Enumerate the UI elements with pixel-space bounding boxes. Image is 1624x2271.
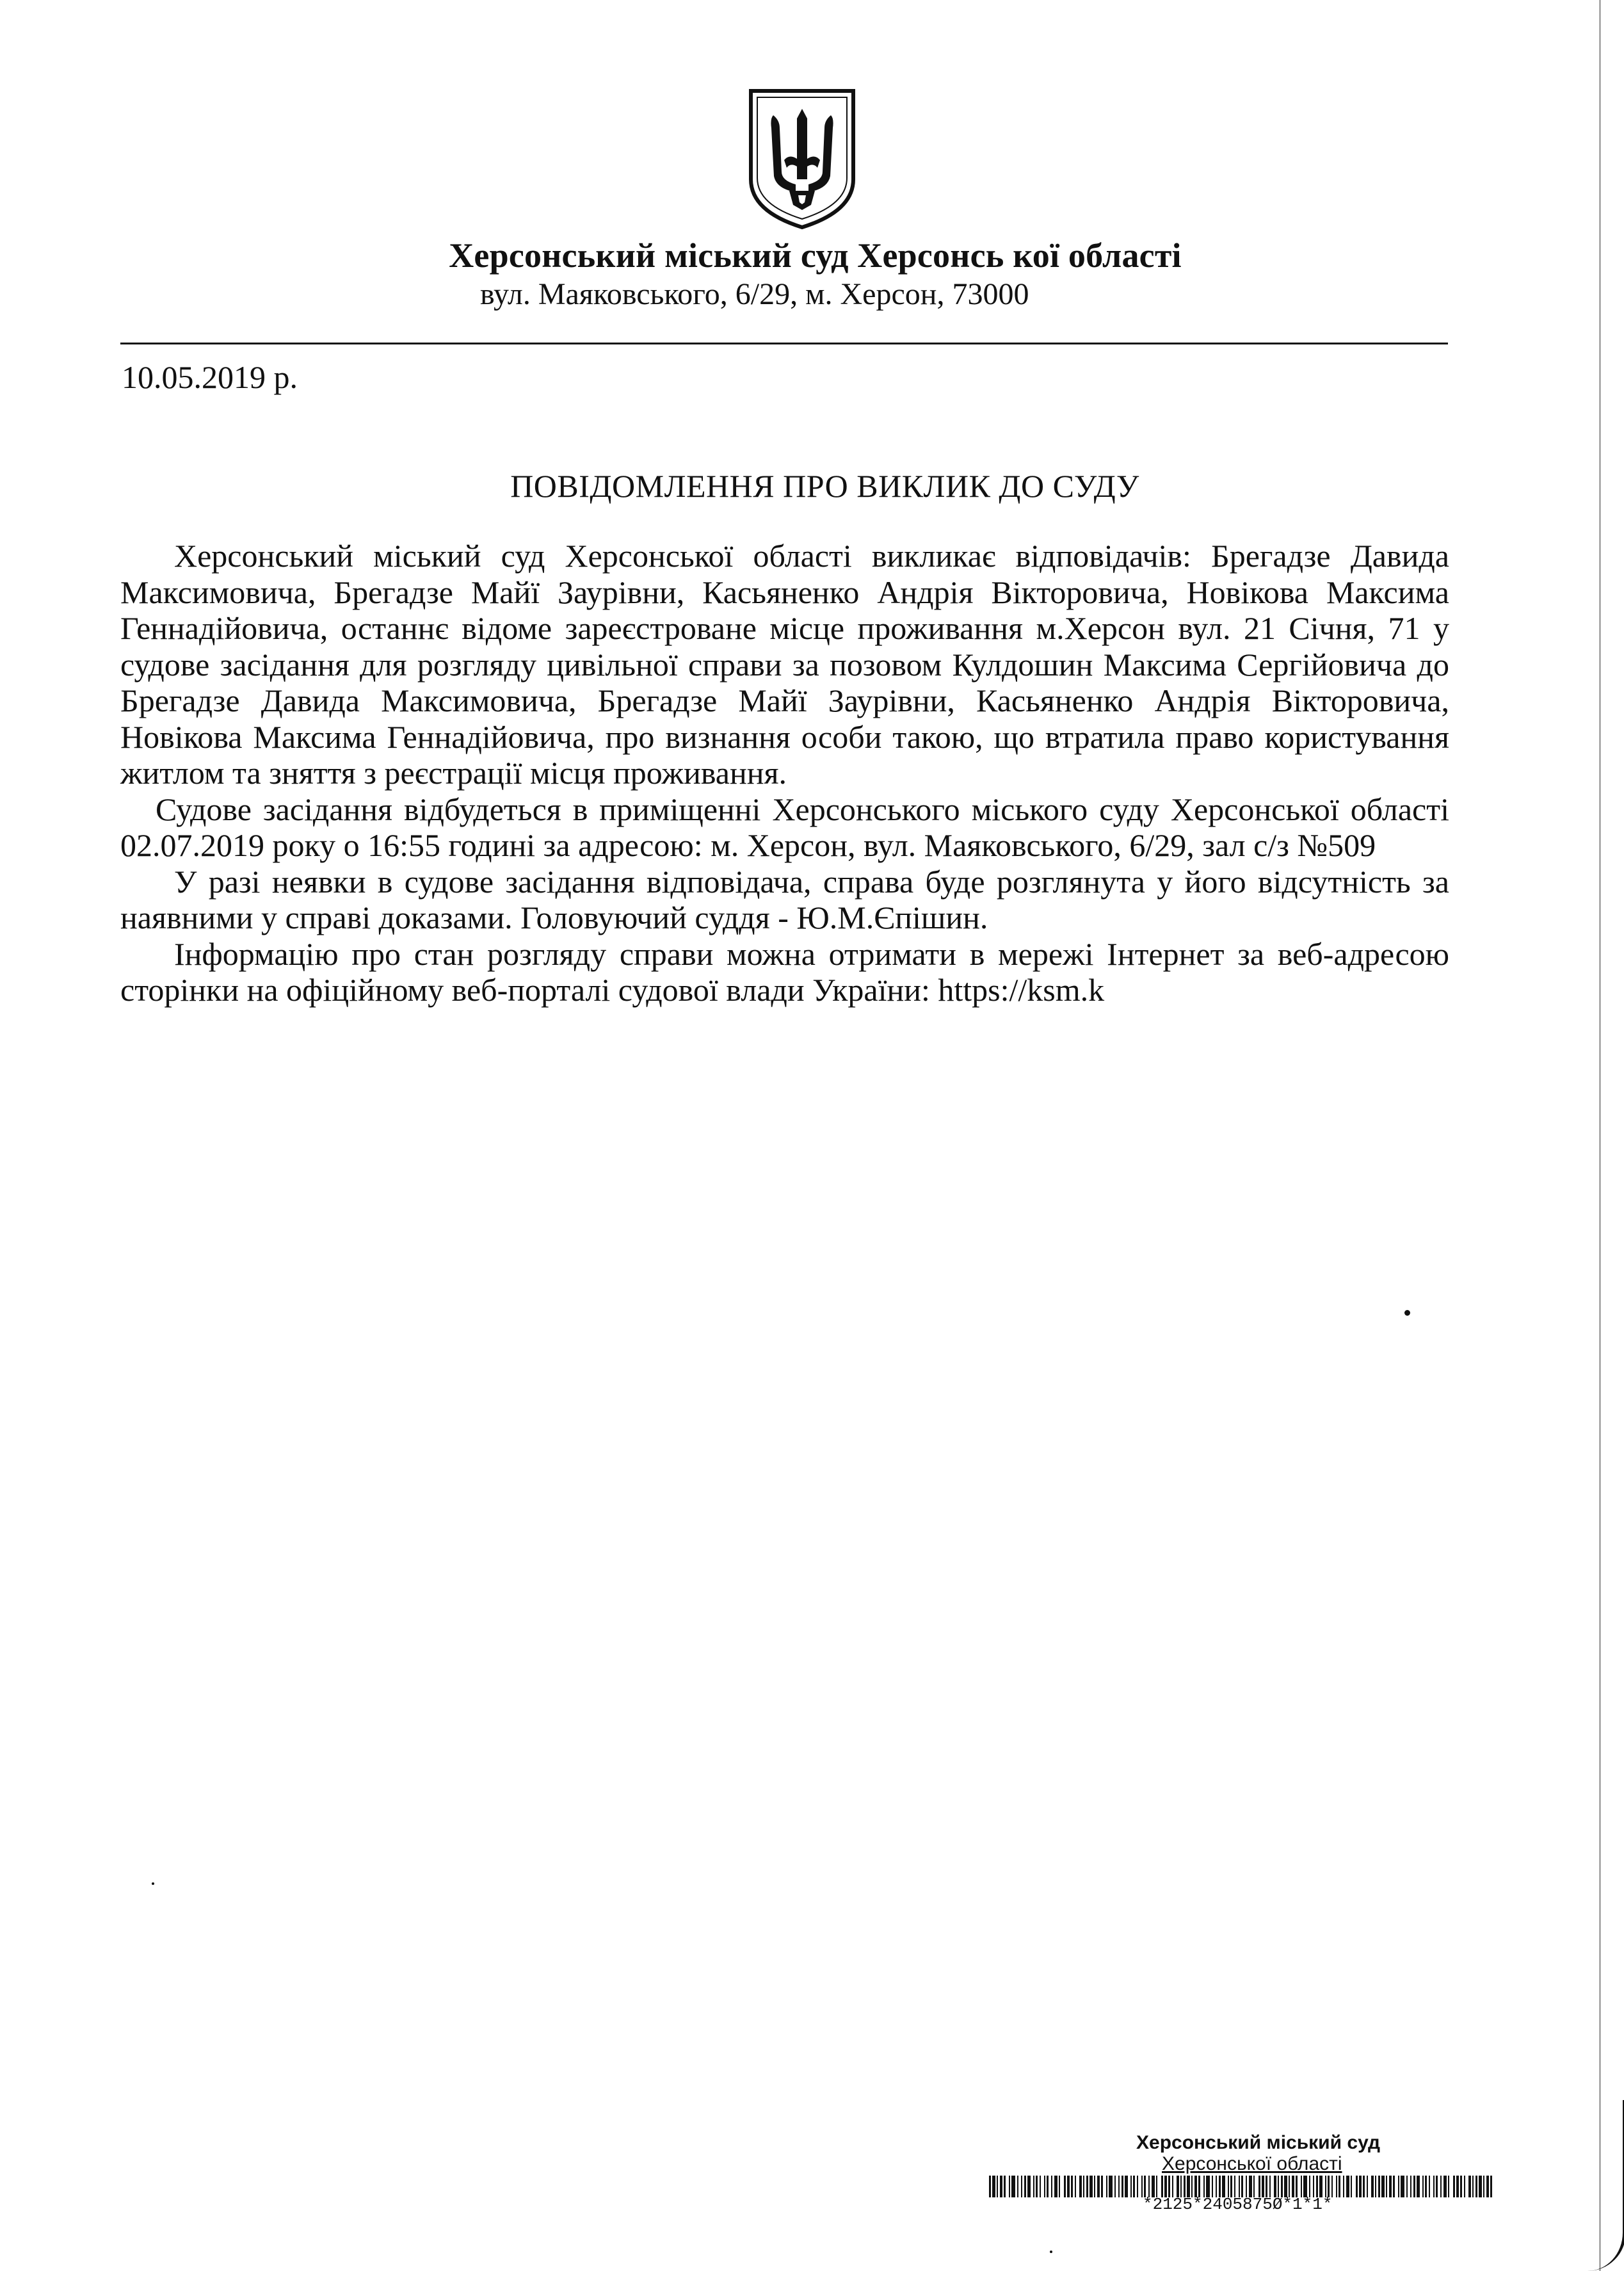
barcode-number: *2125*2405875Ø*1*1* xyxy=(1143,2195,1333,2214)
document-title: ПОВІДОМЛЕННЯ ПРО ВИКЛИК ДО СУДУ xyxy=(510,468,1139,504)
page-curl xyxy=(1524,2100,1624,2271)
barcode xyxy=(989,2176,1495,2197)
scan-speck xyxy=(1050,2251,1052,2253)
page-edge xyxy=(1599,0,1601,2271)
paragraph: Херсонський міський суд Херсонської області викликає відповідачів: Брегадзе Давида Максимовича, Брегадзе Майї Заурівни, Касьяненко Андрія Вікторовича, Новікова Максима Геннадійовича, останнє відоме зареєстроване місце проживання м.Херсон вул. 21 Січня, 71 у судове засідання для розгляду цивільної справи за позовом Кулдошин Максима Сергійовича до Брегадзе Давида Максимовича, Брегадзе Майї Заурівни, Касьяненко Андрія Вікторовича, Новікова Максима Геннадійовича, про визнання особи такою, що втратила право користування житлом та зняття з реєстрації місця проживання. xyxy=(120,538,1449,791)
court-name: Херсонський міський суд Херсонсь кої області xyxy=(449,236,1182,275)
paragraph: Судове засідання відбудеться в приміщенні Херсонського міського суду Херсонської області 02.07.2019 року о 16:55 годині за адресою: м. Херсон, вул. Маяковського, 6/29, зал с/з №509 xyxy=(120,791,1449,863)
paragraph: Інформацію про стан розгляду справи можна отримати в мережі Інтернет за веб-адресою сторінки на офіційному веб-порталі судової влади України: https://ksm.k xyxy=(120,935,1449,1008)
court-address: вул. Маяковського, 6/29, м. Херсон, 73000 xyxy=(480,277,1029,311)
stamp-court-name: Херсонський міський суд xyxy=(1136,2132,1381,2153)
coat-of-arms-icon xyxy=(744,83,860,230)
document-body xyxy=(120,538,1449,1008)
stamp-region: Херсонської області xyxy=(1162,2153,1342,2174)
scan-speck xyxy=(1404,1310,1410,1316)
scan-speck xyxy=(152,1882,154,1885)
document-date: 10.05.2019 р. xyxy=(122,359,298,395)
paragraph: У разі неявки в судове засідання відповідача, справа буде розглянута у його відсутність за наявними у справі доказами. Головуючий суддя - Ю.М.Єпішин. xyxy=(120,863,1449,935)
header-divider xyxy=(120,343,1448,344)
